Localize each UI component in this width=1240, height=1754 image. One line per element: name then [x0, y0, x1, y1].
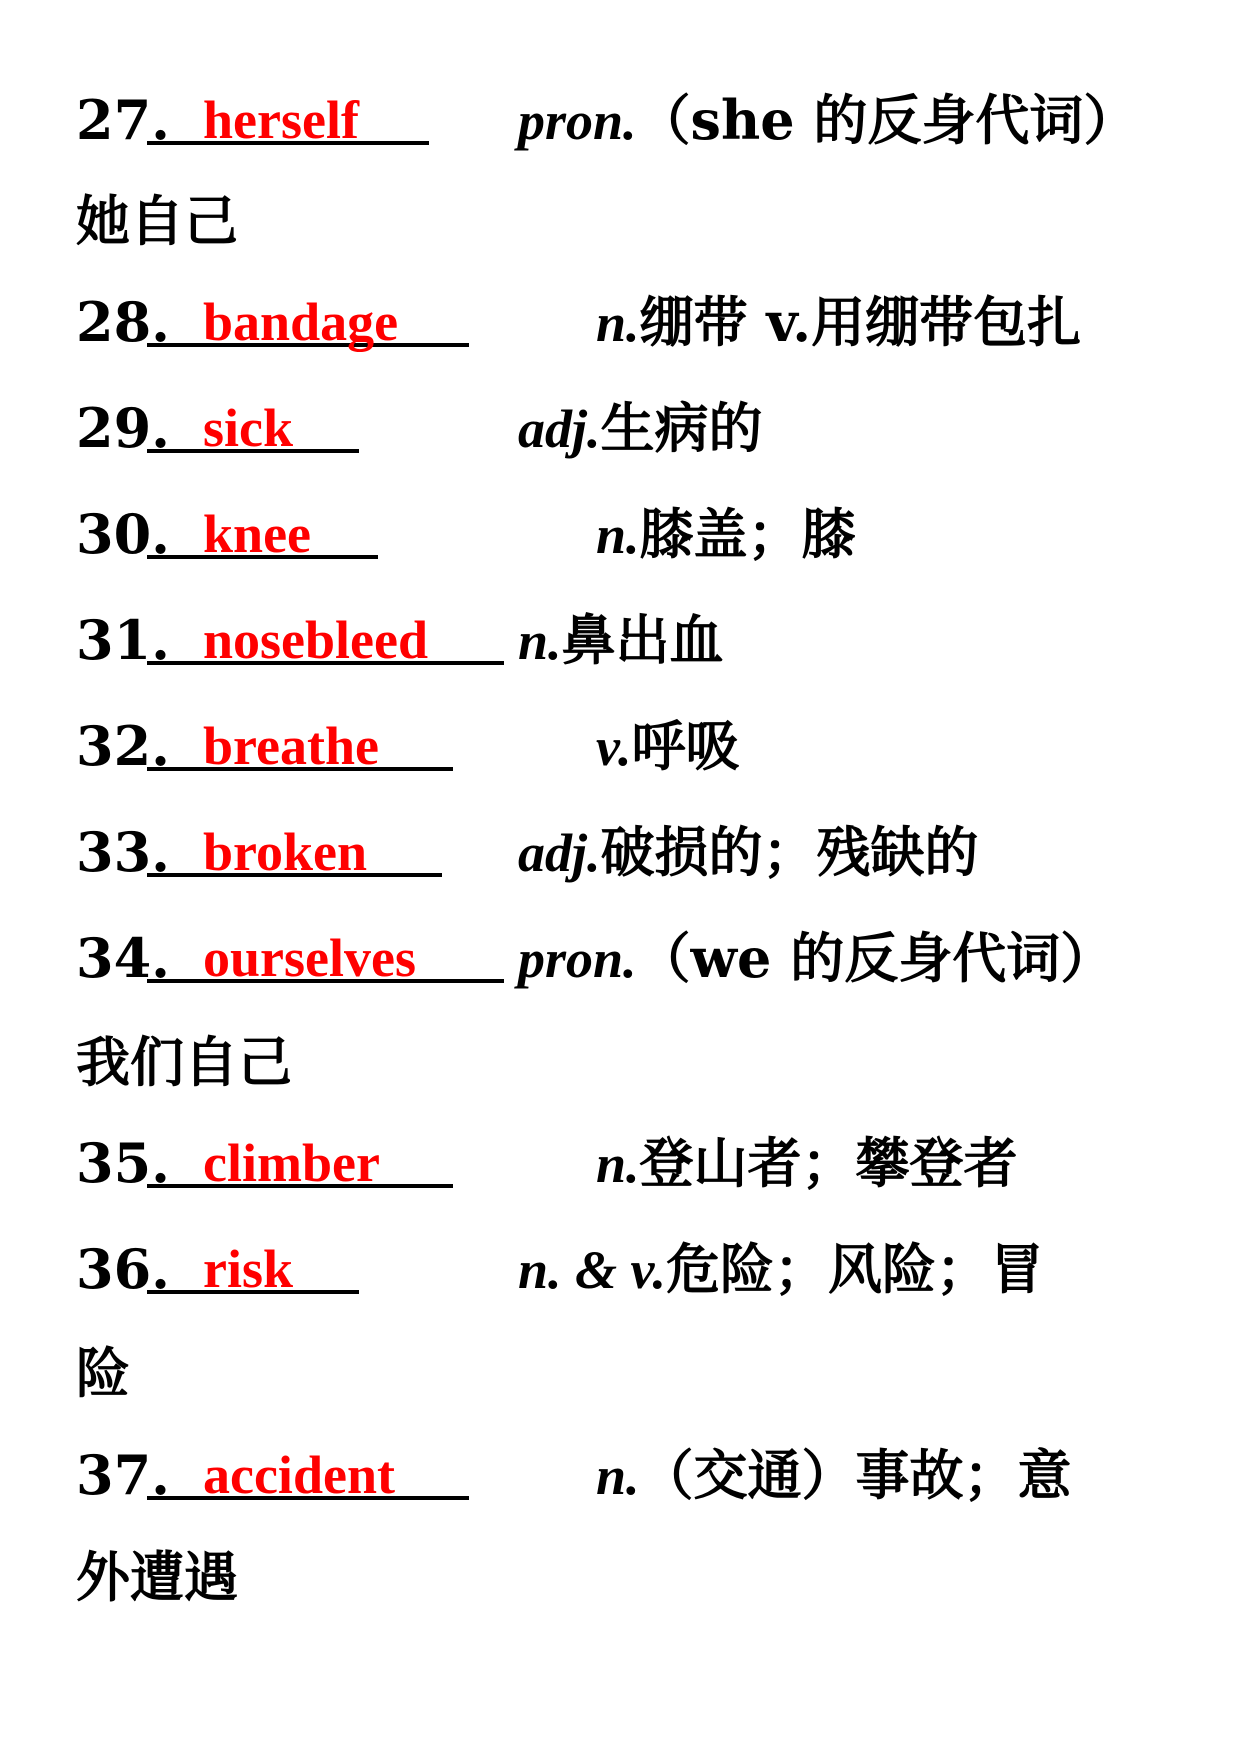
answer-blank — [147, 1430, 469, 1520]
answer-text: nosebleed — [203, 610, 429, 670]
entry-number: 31. — [76, 608, 170, 672]
answer-text: accident — [203, 1445, 395, 1505]
entry-number: 34. — [76, 926, 170, 990]
meaning: 绷带 v.用绷带包扎 — [639, 290, 1082, 354]
entry-number: 37. — [76, 1443, 170, 1507]
definition — [596, 1430, 1072, 1521]
vocab-entry — [0, 913, 1240, 1003]
answer-blank — [147, 913, 504, 1003]
meaning-continuation: 她自己 — [76, 189, 238, 253]
answer-blank — [147, 701, 453, 791]
answer-blank — [147, 595, 504, 685]
definition — [518, 807, 979, 898]
entry-number: 32. — [76, 714, 170, 778]
part-of-speech: n. & v. — [518, 1240, 666, 1300]
vocab-entry — [0, 701, 1240, 791]
meaning: 生病的 — [600, 396, 763, 460]
vocab-entry — [0, 807, 1240, 897]
definition — [596, 701, 739, 792]
answer-text: climber — [203, 1133, 380, 1193]
meaning-continuation: 我们自己 — [76, 1030, 292, 1094]
vocab-entry — [0, 277, 1240, 367]
entry-number: 29. — [76, 396, 170, 460]
vocab-entry — [0, 383, 1240, 473]
meaning: 呼吸 — [631, 714, 740, 778]
definition — [596, 277, 1081, 368]
vocab-entry — [0, 1224, 1240, 1314]
meaning: 膝盖；膝 — [639, 502, 856, 566]
answer-blank — [147, 1224, 359, 1314]
part-of-speech: n. — [596, 505, 640, 565]
part-of-speech: pron. — [518, 91, 637, 151]
answer-blank — [147, 383, 359, 473]
definition — [596, 1118, 1018, 1209]
meaning: （she 的反身代词） — [636, 88, 1138, 152]
answer-blank — [147, 1118, 453, 1208]
answer-blank — [147, 75, 429, 165]
definition — [518, 913, 1114, 1004]
part-of-speech: adj. — [518, 823, 601, 883]
vocab-entry — [0, 75, 1240, 165]
definition — [596, 489, 856, 580]
meaning: 鼻出血 — [561, 608, 724, 672]
meaning: 危险；风险；冒 — [666, 1237, 1044, 1301]
meaning-continuation: 外遭遇 — [76, 1545, 238, 1609]
entry-number: 30. — [76, 502, 170, 566]
definition — [518, 75, 1137, 166]
part-of-speech: v. — [596, 717, 632, 777]
answer-text: broken — [203, 822, 368, 882]
vocab-entry — [0, 1430, 1240, 1520]
definition — [518, 383, 763, 474]
part-of-speech: n. — [596, 1134, 640, 1194]
vocab-entry — [0, 489, 1240, 579]
part-of-speech: n. — [596, 1446, 640, 1506]
entry-number: 27. — [76, 88, 170, 152]
vocab-entry-continuation — [0, 176, 1240, 266]
part-of-speech: n. — [596, 293, 640, 353]
meaning: （交通）事故；意 — [639, 1443, 1072, 1507]
definition — [518, 595, 724, 686]
answer-text: knee — [203, 504, 311, 564]
definition — [518, 1224, 1044, 1315]
part-of-speech: pron. — [518, 929, 637, 989]
answer-text: risk — [203, 1239, 294, 1299]
entry-number: 36. — [76, 1237, 170, 1301]
meaning-continuation: 险 — [76, 1341, 130, 1405]
answer-text: sick — [203, 398, 294, 458]
answer-text: herself — [203, 90, 359, 150]
entry-number: 28. — [76, 290, 170, 354]
vocab-entry-continuation — [0, 1017, 1240, 1107]
vocab-entry — [0, 1118, 1240, 1208]
meaning: 破损的；残缺的 — [600, 820, 979, 884]
part-of-speech: adj. — [518, 399, 601, 459]
meaning: 登山者；攀登者 — [639, 1131, 1018, 1195]
part-of-speech: n. — [518, 611, 562, 671]
answer-blank — [147, 807, 442, 897]
answer-text: breathe — [203, 716, 379, 776]
meaning: （we 的反身代词） — [636, 926, 1115, 990]
vocab-entry-continuation — [0, 1532, 1240, 1622]
vocab-entry-continuation — [0, 1328, 1240, 1418]
answer-text: ourselves — [203, 928, 416, 988]
vocab-entry — [0, 595, 1240, 685]
entry-number: 33. — [76, 820, 170, 884]
answer-blank — [147, 277, 469, 367]
entry-number: 35. — [76, 1131, 170, 1195]
answer-blank — [147, 489, 378, 579]
answer-text: bandage — [203, 292, 399, 352]
